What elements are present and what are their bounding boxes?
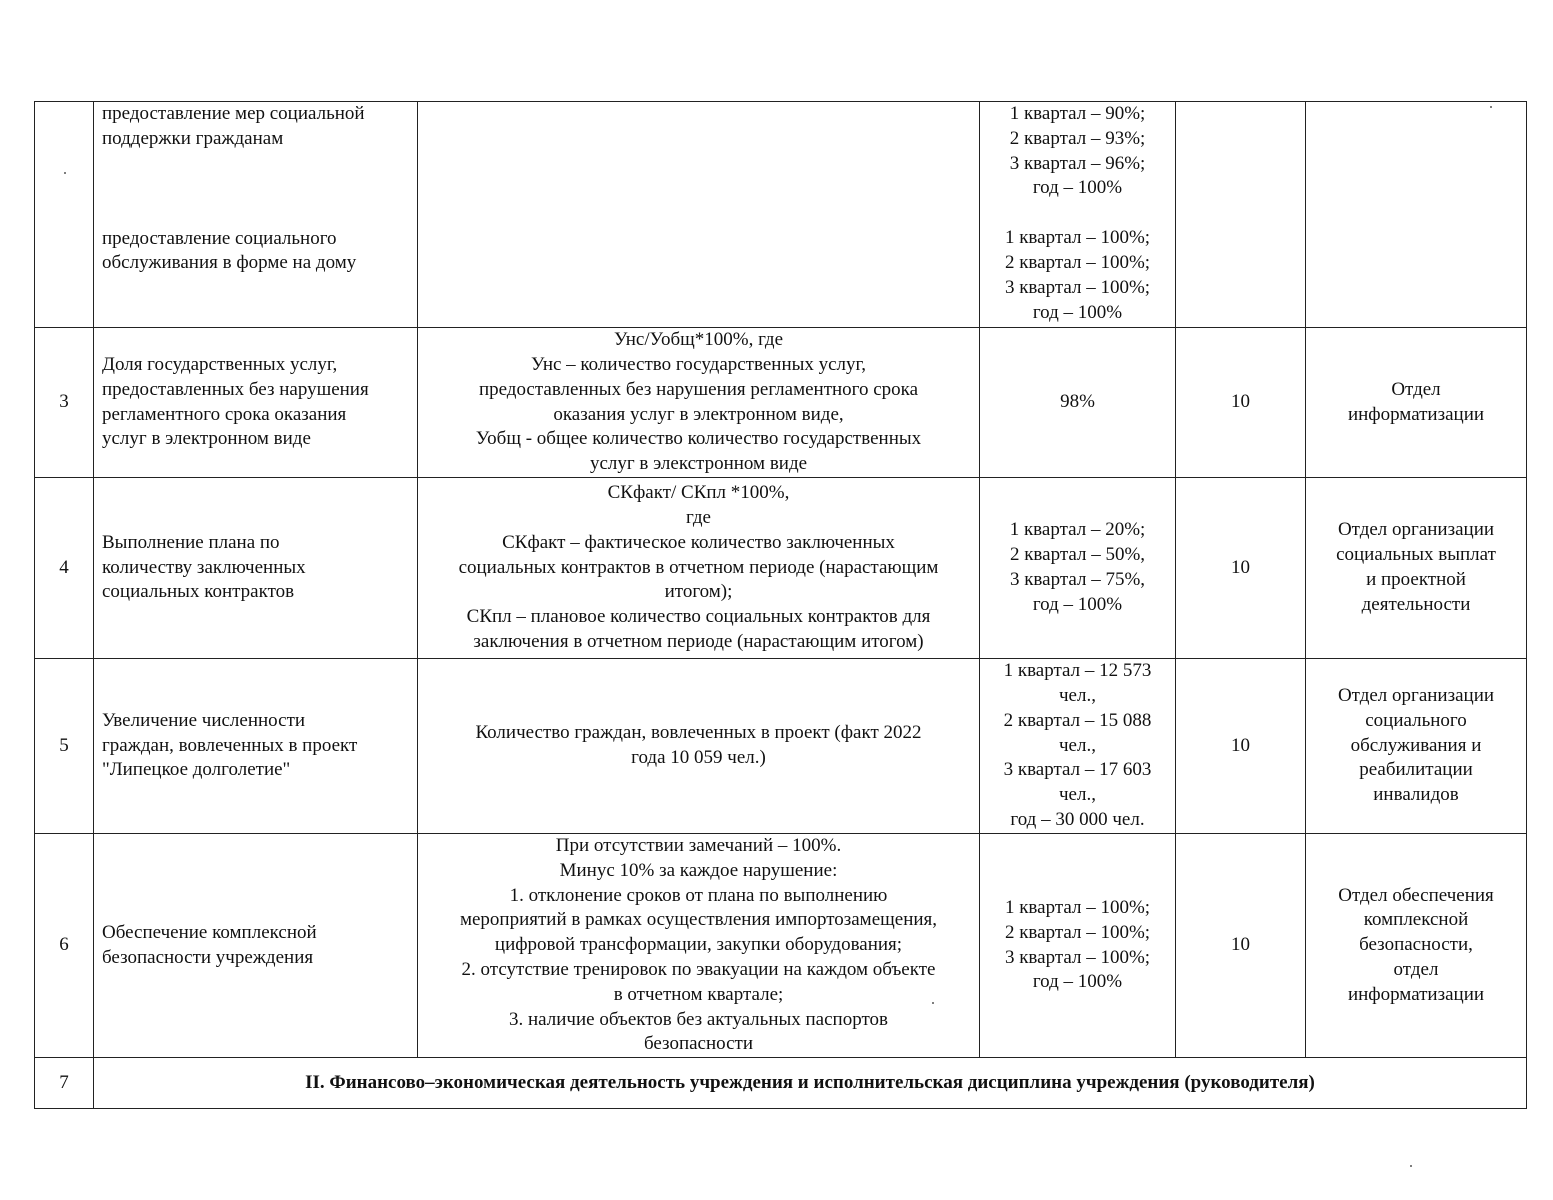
plan-value-part: 1 квартал – 100%; 2 квартал – 100%; 3 квартал – 100%; год – 100%	[1004, 227, 1151, 323]
indicator-name: Увеличение численности граждан, вовлеченных в проект "Липецкое долголетие"	[94, 659, 418, 834]
responsible-department: Отдел организации социального обслуживания и реабилитации инвалидов	[1306, 659, 1527, 834]
plan-value-part: 1 квартал – 90%; 2 квартал – 93%; 3 квартал – 96%; год – 100%	[1009, 103, 1146, 199]
plan-value: 1 квартал – 100%; 2 квартал – 100%; 3 квартал – 100%; год – 100%	[980, 834, 1176, 1058]
calculation-method: Количество граждан, вовлеченных в проект (факт 2022 года 10 059 чел.)	[418, 659, 980, 834]
table-row	[35, 659, 1527, 834]
responsible-department: Отдел организации социальных выплат и проектной деятельности	[1306, 478, 1527, 659]
responsible-department: Отдел информатизации	[1306, 328, 1527, 478]
section-row	[35, 1058, 1527, 1109]
row-number: 5	[35, 659, 94, 834]
weight-value: 10	[1176, 659, 1306, 834]
indicator-name: Доля государственных услуг, предоставленных без нарушения регламентного срока оказания услуг в электронном виде	[94, 328, 418, 478]
indicator-name: Выполнение плана по количеству заключенных социальных контрактов	[94, 478, 418, 659]
weight-value: 10	[1176, 478, 1306, 659]
row-number	[35, 102, 94, 328]
table-row	[35, 102, 1527, 328]
scan-speck	[1490, 106, 1492, 108]
scan-speck	[64, 172, 66, 174]
weight-value: 10	[1176, 834, 1306, 1058]
table-row	[35, 834, 1527, 1058]
row-number: 4	[35, 478, 94, 659]
section-heading: II. Финансово–экономическая деятельность учреждения и исполнительская дисциплина учреждения (руководителя)	[94, 1058, 1527, 1109]
calculation-method: СКфакт/ СКпл *100%, где СКфакт – фактическое количество заключенных социальных контрактов в отчетном периоде (нарастающим итогом); СКпл – плановое количество социальных контрактов для заключения в отчетном периоде (нарастающим итогом)	[418, 478, 980, 659]
kpi-table	[34, 101, 1527, 1109]
plan-value: 1 квартал – 20%; 2 квартал – 50%, 3 квартал – 75%, год – 100%	[980, 478, 1176, 659]
calculation-method: При отсутствии замечаний – 100%. Минус 10% за каждое нарушение: 1. отклонение сроков от плана по выполнению мероприятий в рамках осуществления импортозамещения, цифровой трансформации, закупки оборудования; 2. отсутствие тренировок по эвакуации на каждом объекте в отчетном квартале; 3. наличие объектов без актуальных паспортов безопасности	[418, 834, 980, 1058]
plan-value: 1 квартал – 12 573 чел., 2 квартал – 15 088 чел., 3 квартал – 17 603 чел., год – 30 000 чел.	[980, 659, 1176, 834]
indicator-name-part: предоставление мер социальной поддержки гражданам	[102, 103, 365, 149]
table-row	[35, 478, 1527, 659]
indicator-name	[94, 102, 418, 328]
responsible-department: Отдел обеспечения комплексной безопасности, отдел информатизации	[1306, 834, 1527, 1058]
weight-value: 10	[1176, 328, 1306, 478]
indicator-name-part: предоставление социального обслуживания в форме на дому	[102, 227, 357, 274]
plan-value	[980, 102, 1176, 328]
responsible-department	[1306, 102, 1527, 328]
scan-speck	[1410, 1165, 1412, 1167]
row-number: 7	[35, 1058, 94, 1109]
plan-value: 98%	[980, 328, 1176, 478]
row-number: 3	[35, 328, 94, 478]
table-row	[35, 328, 1527, 478]
row-number: 6	[35, 834, 94, 1058]
indicator-name: Обеспечение комплексной безопасности учреждения	[94, 834, 418, 1058]
weight-value	[1176, 102, 1306, 328]
calculation-method: Унс/Уобщ*100%, где Унс – количество государственных услуг, предоставленных без нарушения регламентного срока оказания услуг в электронном виде, Уобщ - общее количество количество государственных услуг в элекстронном виде	[418, 328, 980, 478]
calculation-method	[418, 102, 980, 328]
scan-speck	[932, 1002, 934, 1004]
